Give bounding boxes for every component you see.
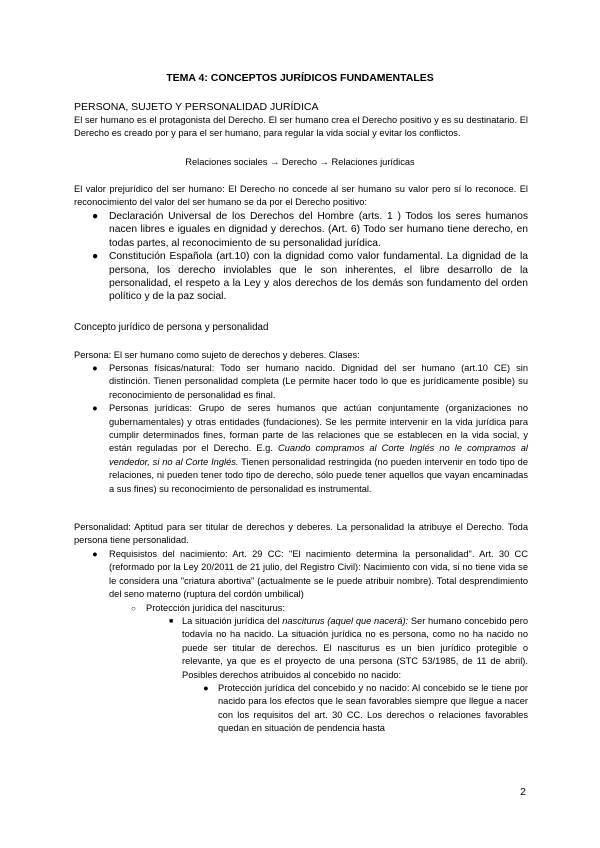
item-lead: Personas jurídicas bbox=[109, 403, 190, 414]
list-item bbox=[92, 402, 529, 496]
bullet-icon: ● bbox=[92, 403, 98, 414]
item-lead: Declaración Universal de los Derechos del Hombre bbox=[109, 211, 354, 222]
list-item bbox=[92, 210, 528, 250]
bullet-icon: ● bbox=[92, 363, 98, 373]
bullet-icon: ● bbox=[203, 683, 209, 694]
requisitos-list bbox=[74, 548, 528, 736]
bullet-icon: ● bbox=[92, 211, 99, 222]
item-lead: La situación jurídica del bbox=[182, 616, 283, 627]
item-text-before: : Grupo de seres humanos que actúan conjuntamente (organizaciones no gubernamentales) y otras entidades (fundaciones). Se les permite intervenir en la vida jurídica para cumplir determinados fines, forman parte de las relaciones que se establecen en la vida social, y están reguladas por el Derecho. E.g. bbox=[109, 403, 529, 454]
list-item bbox=[92, 250, 528, 304]
page-title: TEMA 4: CONCEPTOS JURÍDICOS FUNDAMENTALES bbox=[166, 72, 434, 84]
page-number: 2 bbox=[520, 786, 526, 798]
prejuridico-paragraph: El valor prejurídico del ser humano: El Derecho no concede al ser humano su valor pero sí lo reconoce. El reconocimiento del valor del ser humano se da por el Derecho positivo: bbox=[74, 184, 528, 208]
item-lead: Protección jurídica del concebido y no nacido bbox=[218, 683, 407, 694]
list-item bbox=[169, 615, 528, 682]
rights-list bbox=[74, 210, 528, 304]
persona-types-list bbox=[74, 362, 528, 496]
item-text: : Todo ser humano nacido. Dignidad del ser humano (art.10 CE) sin distinción. Tienen personalidad completa (Le permite hacer todo lo que es jurídicamente posible) su reconocimiento de personalidad es final. bbox=[109, 363, 529, 400]
item-text: (art.10) con la dignidad como valor fundamental. La dignidad de la persona, los derecho inviolables que le son inherentes, el libre desarrollo de la personalidad, el respeto a la Ley y alos derechos de los demás son fundamento del orden político y de la paz social. bbox=[109, 251, 528, 303]
bullet-icon: ● bbox=[92, 251, 99, 263]
item-text: : Art. 29 CC: "El nacimiento determina la personalidad". Art. 30 CC (reformado por la Ley 20/2011 de 21 julio, del Registro Civil): Nacimiento con vida, si no tiene vida se le considera una "criatura abortiva" (actualmente se le puede atribuir nombre). Total desprendimiento del seno materno (ruptura del cordón umbilical) bbox=[109, 549, 528, 600]
item-example: Cuando compramos al Corte Inglés no le compramos al vendedor, si no al Corte Inglés. bbox=[109, 443, 528, 467]
section-heading-concepto: Concepto jurídico de persona y personalidad bbox=[74, 322, 269, 333]
list-item bbox=[92, 362, 529, 402]
item-text: Ser humano concebido pero todavía no ha nacido. La situación jurídica no es persona, como no ha nacido no puede ser titular de derechos. El nasciturus es un bien jurídico protegible o relevante, ya que es el proyecto de una persona (STC 53/1985, de 11 de abril). Posibles derechos atribuidos al concebido no nacido: bbox=[182, 616, 528, 680]
relations-line: Relaciones sociales → Derecho → Relaciones jurídicas bbox=[185, 157, 415, 167]
item-italic: nasciturus (aquel que nacerá): bbox=[282, 616, 409, 627]
item-text: Protección jurídica del nasciturus: bbox=[146, 602, 286, 613]
persona-intro: Persona: El ser humano como sujeto de derechos y deberes. Clases: bbox=[74, 350, 360, 360]
list-item bbox=[203, 682, 528, 736]
list-item bbox=[92, 548, 528, 602]
square-bullet-icon: ■ bbox=[169, 618, 174, 626]
bullet-icon: ● bbox=[92, 549, 98, 559]
personalidad-paragraph: Personalidad: Aptitud para ser titular de derechos y deberes. La personalidad la atribuye el Derecho. Toda persona tiene personalidad. bbox=[74, 522, 528, 546]
intro-paragraph: El ser humano es el protagonista del Derecho. El ser humano crea el Derecho positivo y es su destinatario. El Derecho es creado por y para el ser humano, para regular la vida social y evitar los conflictos. bbox=[74, 115, 528, 139]
section-heading-persona: PERSONA, SUJETO Y PERSONALIDAD JURÍDICA bbox=[74, 101, 319, 113]
item-lead: Requisistos del nacimiento bbox=[109, 549, 225, 559]
circle-bullet-icon: ○ bbox=[131, 603, 136, 613]
item-lead: Constitución Española bbox=[109, 251, 213, 263]
item-text: (arts. 1 ) Todos los seres humanos nacen libres e iguales en dignidad y derechos. (Art. 6) Todo ser humano tiene derecho, en todas partes, al reconocimiento de su personalidad jurídica. bbox=[109, 211, 528, 249]
item-text-after: Tienen personalidad restringida (no pueden intervenir en todo tipo de relaciones, ni pueden tener todo tipo de derecho, sólo puede tener aquellos que vayan encaminadas a sus fines) su reconocimiento de personalidad es instrumental. bbox=[109, 456, 528, 494]
list-item bbox=[131, 602, 528, 615]
item-lead: Personas físicas/natural bbox=[109, 363, 212, 373]
item-text: : Al concebido se le tiene por nacido para los efectos que le sean favorables siempre que llegue a nacer con los requisitos del art. 30 CC. Los derechos o relaciones favorables quedan en situación de pendencia hasta bbox=[218, 683, 528, 734]
